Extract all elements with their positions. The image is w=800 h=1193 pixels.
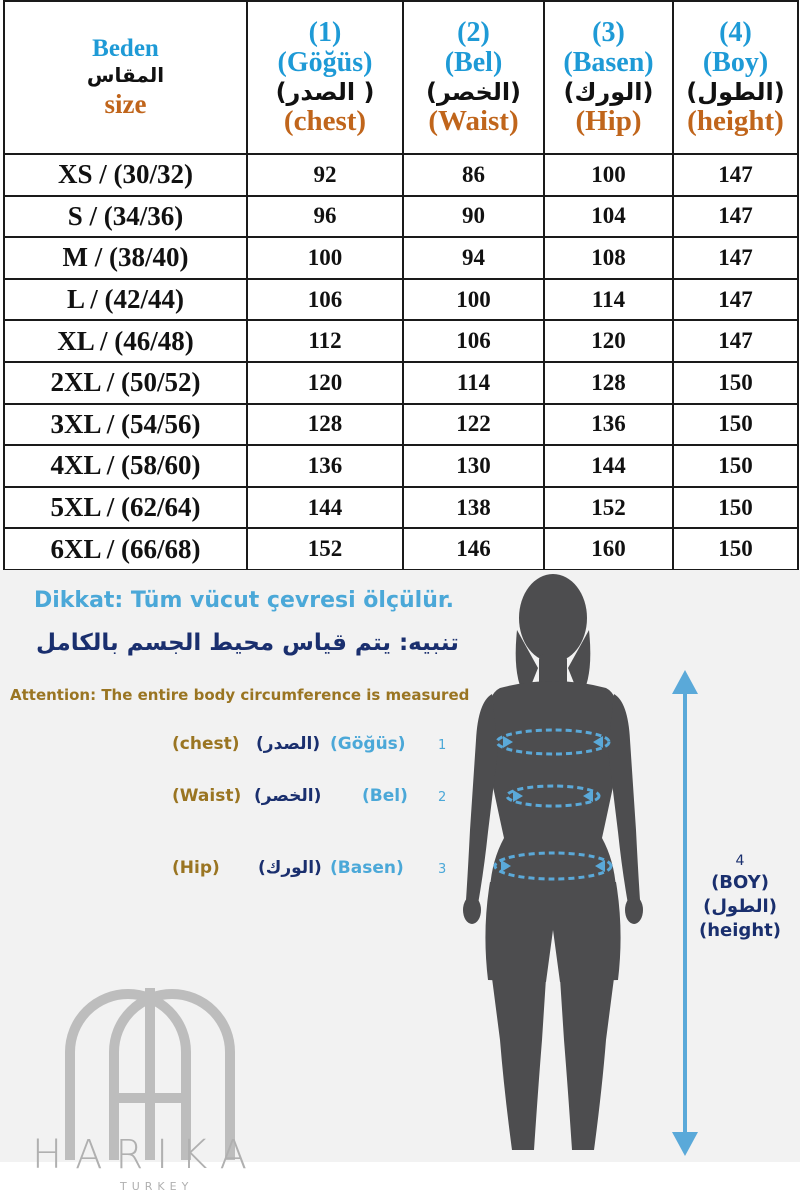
chest-cell: 106: [247, 279, 403, 321]
column-label-ar: ( الصدر): [275, 78, 375, 107]
hip-cell: 114: [544, 279, 673, 321]
chest-cell: 96: [247, 196, 403, 238]
legend-row-hip: [0, 858, 470, 888]
legend-tr: (Göğüs): [330, 734, 406, 754]
table-row: [4, 528, 798, 570]
height-column-header: [673, 1, 798, 154]
chest-column-header: [247, 1, 403, 154]
size-cell: XS / (30/32): [4, 154, 247, 196]
table-row: [4, 154, 798, 196]
size-header-tr: Beden: [92, 34, 159, 62]
legend-row-waist: [0, 786, 470, 816]
waist-cell: 122: [403, 404, 544, 446]
table-header-row: [4, 1, 798, 154]
column-label-tr: (Bel): [444, 47, 503, 79]
hip-column-header: [544, 1, 673, 154]
height-cell: 150: [673, 445, 798, 487]
column-label-tr: (Göğüs): [277, 47, 373, 79]
size-cell: 6XL / (66/68): [4, 528, 247, 570]
logo-subtitle: TURKEY: [120, 1180, 194, 1193]
height-cell: 150: [673, 404, 798, 446]
waist-cell: 90: [403, 196, 544, 238]
legend-en: (Waist): [172, 786, 242, 806]
height-cell: 147: [673, 154, 798, 196]
legend-ar: (الصدر): [256, 734, 321, 754]
waist-cell: 130: [403, 445, 544, 487]
legend-en: (chest): [172, 734, 240, 754]
legend-number: 1: [438, 738, 447, 753]
logo-wordmark: HARIKA: [32, 1132, 260, 1178]
legend-tr: (Basen): [330, 858, 404, 878]
hip-cell: 144: [544, 445, 673, 487]
size-cell: XL / (46/48): [4, 320, 247, 362]
size-cell: M / (38/40): [4, 237, 247, 279]
hip-cell: 120: [544, 320, 673, 362]
table-row: [4, 404, 798, 446]
column-label-ar: (الطول): [686, 78, 785, 107]
table-row: [4, 487, 798, 529]
legend-ar: (الخصر): [254, 786, 322, 806]
size-cell: L / (42/44): [4, 279, 247, 321]
column-label-ar: (الورك): [563, 78, 654, 107]
chest-cell: 120: [247, 362, 403, 404]
legend-tr: (Bel): [362, 786, 408, 806]
hip-cell: 152: [544, 487, 673, 529]
height-label-ar: (الطول): [703, 896, 777, 918]
size-header-en: size: [104, 89, 147, 120]
hip-cell: 160: [544, 528, 673, 570]
chest-cell: 128: [247, 404, 403, 446]
height-cell: 147: [673, 237, 798, 279]
column-label-en: (chest): [283, 104, 367, 137]
height-cell: 150: [673, 528, 798, 570]
column-number: (1): [308, 16, 342, 48]
table-row: [4, 196, 798, 238]
harika-logo-icon: [30, 948, 270, 1160]
waist-cell: 94: [403, 237, 544, 279]
chest-cell: 136: [247, 445, 403, 487]
column-label-en: (height): [687, 104, 784, 137]
legend-number: 3: [438, 862, 447, 877]
size-column-header: [4, 1, 247, 154]
size-cell: 3XL / (54/56): [4, 404, 247, 446]
column-label-ar: (الخصر): [425, 78, 522, 107]
waist-cell: 86: [403, 154, 544, 196]
attention-text-en: Attention: The entire body circumference is measured: [10, 686, 470, 704]
height-label-en: (height): [699, 920, 781, 942]
waist-column-header: [403, 1, 544, 154]
column-number: (4): [719, 16, 752, 48]
legend-en: (Hip): [172, 858, 220, 878]
legend-number: 2: [438, 790, 447, 805]
column-number: (2): [457, 16, 490, 48]
height-cell: 147: [673, 320, 798, 362]
hip-cell: 108: [544, 237, 673, 279]
chest-cell: 152: [247, 528, 403, 570]
waist-cell: 146: [403, 528, 544, 570]
size-cell: 2XL / (50/52): [4, 362, 247, 404]
height-label-tr: (BOY): [711, 871, 769, 893]
table-row: [4, 445, 798, 487]
table-row: [4, 237, 798, 279]
column-label-en: (Waist): [428, 104, 519, 137]
column-label-tr: (Basen): [563, 47, 654, 79]
size-cell: S / (34/36): [4, 196, 247, 238]
hip-cell: 104: [544, 196, 673, 238]
column-number: (3): [592, 16, 625, 48]
measurement-guide: [0, 570, 800, 1193]
legend-ar: (الورك): [258, 858, 322, 878]
column-label-tr: (Boy): [702, 47, 769, 79]
waist-cell: 100: [403, 279, 544, 321]
legend-row-chest: [0, 734, 470, 764]
size-header-ar: المقاس: [86, 63, 165, 88]
height-cell: 150: [673, 362, 798, 404]
attention-text-ar: تنبيه: يتم قياس محيط الجسم بالكامل: [36, 630, 459, 656]
height-label: [694, 852, 786, 944]
chest-cell: 144: [247, 487, 403, 529]
height-cell: 147: [673, 196, 798, 238]
attention-text-tr: Dikkat: Tüm vücut çevresi ölçülür.: [34, 588, 454, 613]
column-label-en: (Hip): [575, 104, 642, 137]
height-cell: 150: [673, 487, 798, 529]
table-row: [4, 362, 798, 404]
chest-cell: 112: [247, 320, 403, 362]
height-label-number: 4: [735, 853, 745, 869]
chest-cell: 92: [247, 154, 403, 196]
size-chart-table: [3, 0, 799, 571]
hip-cell: 100: [544, 154, 673, 196]
hip-cell: 136: [544, 404, 673, 446]
hip-cell: 128: [544, 362, 673, 404]
table-row: [4, 279, 798, 321]
size-cell: 5XL / (62/64): [4, 487, 247, 529]
waist-cell: 106: [403, 320, 544, 362]
height-cell: 147: [673, 279, 798, 321]
chest-cell: 100: [247, 237, 403, 279]
waist-cell: 138: [403, 487, 544, 529]
waist-cell: 114: [403, 362, 544, 404]
table-row: [4, 320, 798, 362]
size-cell: 4XL / (58/60): [4, 445, 247, 487]
